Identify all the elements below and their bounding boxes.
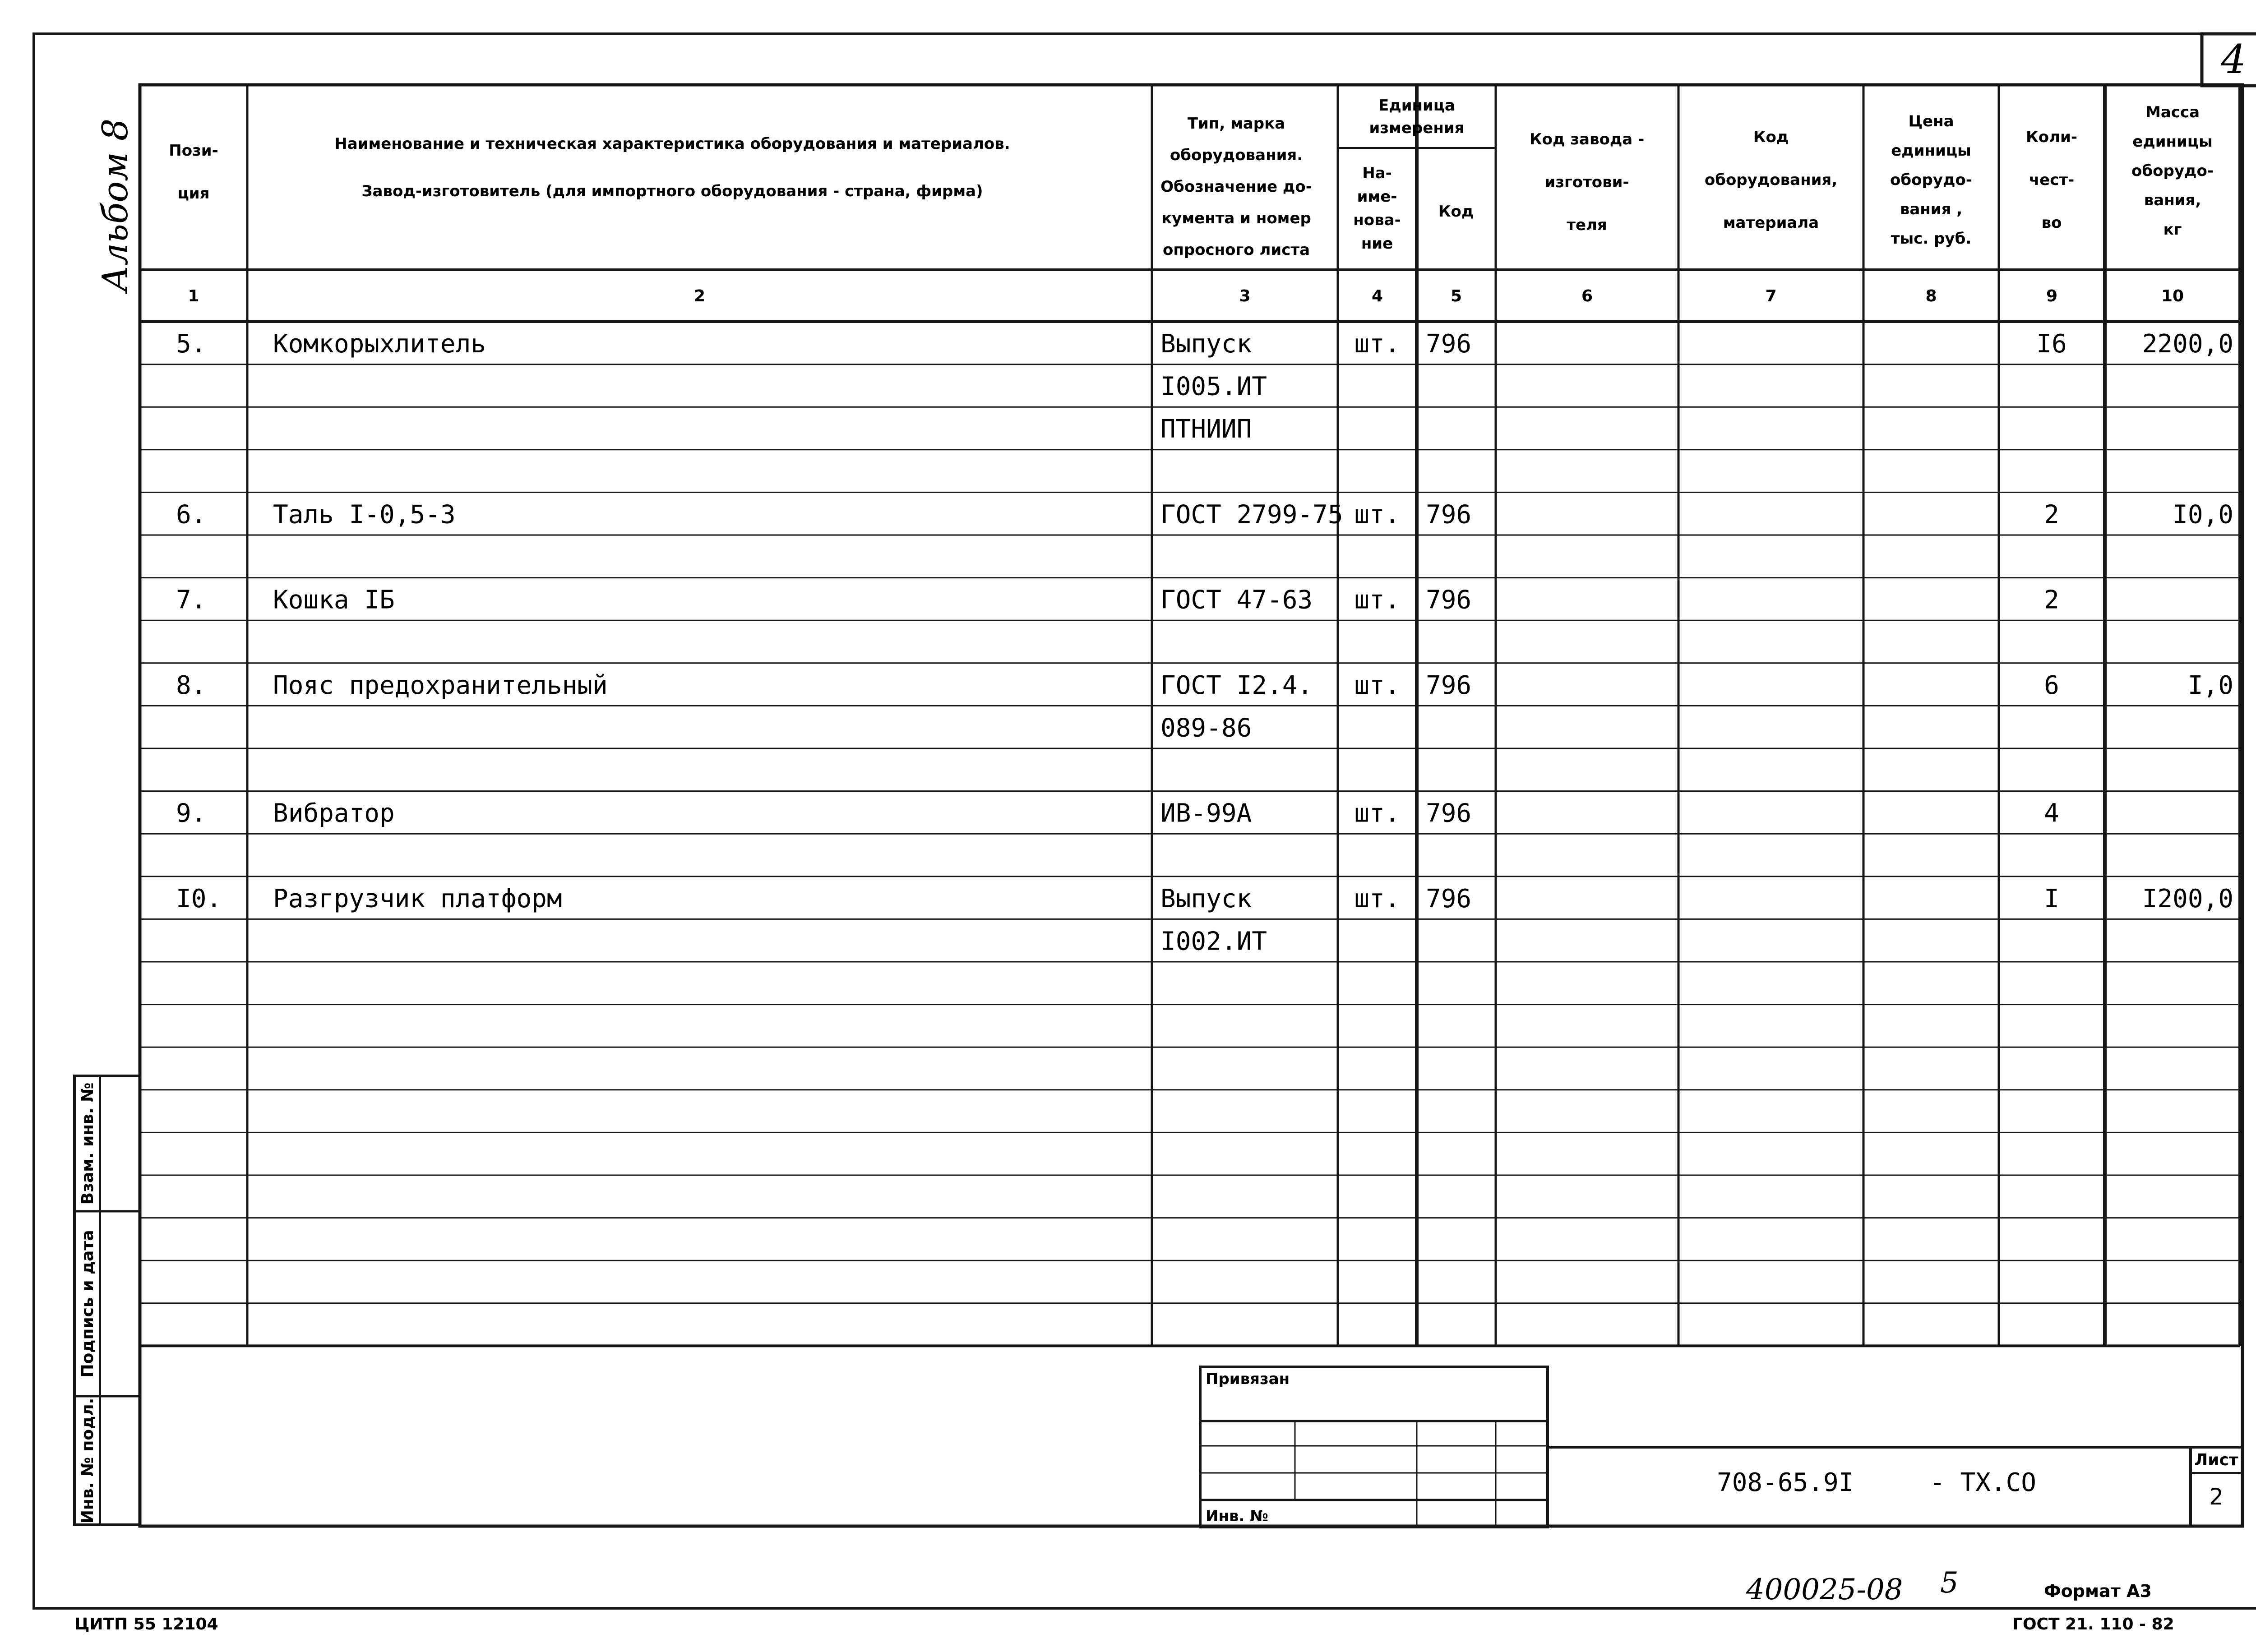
table-cell: шт. bbox=[1354, 329, 1400, 359]
header-price-line: вания , bbox=[1900, 200, 1963, 218]
table-cell: 796 bbox=[1426, 884, 1472, 914]
title-block bbox=[1200, 1367, 2242, 1527]
column-number: 3 bbox=[1239, 287, 1251, 305]
table-cell: I6 bbox=[2036, 329, 2067, 359]
table-cell: Пояс предохранительный bbox=[273, 670, 608, 700]
handwritten-archive-number: 400025-08 bbox=[1746, 1573, 1903, 1606]
table-cell: 796 bbox=[1426, 329, 1472, 359]
header-quantity-line: чест- bbox=[2029, 171, 2075, 189]
table-cell: 9. bbox=[176, 798, 207, 828]
table-cell: 089-86 bbox=[1160, 713, 1252, 743]
header-price-line: оборудо- bbox=[1890, 171, 1972, 189]
table-cell: I0. bbox=[176, 884, 222, 914]
table-cell: Таль I-0,5-3 bbox=[273, 500, 456, 530]
header-price-line: единицы bbox=[1891, 142, 1971, 160]
table-cell: шт. bbox=[1354, 798, 1400, 828]
table-row bbox=[176, 799, 2059, 828]
header-factory-code-line: Код завода - bbox=[1529, 130, 1645, 148]
table-row bbox=[176, 586, 2059, 615]
table-cell: 2 bbox=[2044, 585, 2059, 615]
column-number: 1 bbox=[188, 287, 199, 305]
table-cell: ПТНИИП bbox=[1160, 415, 1252, 444]
album-label: Альбом 8 bbox=[95, 118, 136, 292]
column-number: 4 bbox=[1371, 287, 1383, 305]
header-mass-line: кг bbox=[2163, 221, 2182, 239]
header-type-mark-line: кумента и номер bbox=[1161, 209, 1311, 227]
header-unit-code bbox=[1438, 203, 1474, 221]
header-unit-group-line: измерения bbox=[1369, 119, 1465, 137]
signature-date-stamp: Подпись и дата bbox=[79, 1230, 97, 1378]
header-price bbox=[1890, 112, 1972, 248]
table-cell: ГОСТ 2799-75 bbox=[1160, 500, 1343, 530]
header-position-line: Пози- bbox=[169, 142, 218, 160]
table-cell: I005.ИТ bbox=[1160, 372, 1267, 401]
header-name bbox=[334, 135, 1010, 200]
table-cell: 5. bbox=[176, 329, 207, 359]
header-factory-code-line: теля bbox=[1567, 216, 1607, 234]
table-cell: Выпуск bbox=[1160, 329, 1252, 359]
table-row bbox=[1160, 415, 1252, 444]
header-quantity bbox=[2026, 128, 2077, 232]
format-label: Формат А3 bbox=[2044, 1581, 2152, 1601]
header-price-line: тыс. руб. bbox=[1891, 230, 1972, 248]
table-row bbox=[1160, 927, 1267, 956]
sheet-label: Лист bbox=[2194, 1451, 2238, 1469]
column-number: 2 bbox=[693, 287, 706, 305]
replace-inv-stamp: Взам. инв. № bbox=[79, 1082, 97, 1205]
inv-no-label: Инв. № bbox=[1206, 1507, 1269, 1525]
table-cell: Кошка IБ bbox=[273, 585, 395, 615]
handwritten-page-number: 5 bbox=[1940, 1566, 1959, 1600]
column-number: 6 bbox=[1581, 287, 1593, 305]
header-mass-line: оборудо- bbox=[2131, 162, 2214, 180]
table-row bbox=[176, 329, 2233, 359]
table-cell: Разгрузчик платформ bbox=[273, 884, 562, 914]
header-equipment-code bbox=[1705, 128, 1837, 232]
table-cell: I002.ИТ bbox=[1160, 927, 1267, 956]
table-cell: Комкорыхлитель bbox=[273, 329, 486, 359]
table-cell: 796 bbox=[1426, 670, 1472, 700]
header-unit-name-line: ние bbox=[1361, 235, 1393, 253]
table-cell: 796 bbox=[1426, 798, 1472, 828]
gost-standard: ГОСТ 21. 110 - 82 bbox=[2012, 1615, 2174, 1634]
header-equipment-code-line: Код bbox=[1753, 128, 1789, 146]
table-cell: 796 bbox=[1426, 585, 1472, 615]
table-body bbox=[176, 329, 2233, 956]
header-type-mark-line: Тип, марка bbox=[1187, 115, 1285, 133]
column-number: 8 bbox=[1925, 287, 1937, 305]
header-position-line: ция bbox=[177, 185, 210, 203]
header-unit-name bbox=[1353, 164, 1401, 253]
header-type-mark-line: Обозначение до- bbox=[1160, 178, 1312, 196]
table-row bbox=[1160, 372, 1267, 401]
table-cell: 7. bbox=[176, 585, 207, 615]
column-number: 5 bbox=[1450, 287, 1462, 305]
document-designation: 708-65.9I - ТХ.СО bbox=[1717, 1468, 2037, 1497]
header-mass-line: Масса bbox=[2145, 103, 2200, 121]
table-cell: 796 bbox=[1426, 500, 1472, 530]
header-mass-line: единицы bbox=[2132, 133, 2213, 151]
header-position bbox=[169, 142, 218, 203]
table-cell: 8. bbox=[176, 670, 207, 700]
table-cell: 6 bbox=[2044, 670, 2059, 700]
table-cell: шт. bbox=[1354, 670, 1400, 700]
table-cell: шт. bbox=[1354, 585, 1400, 615]
sheet-corner-number: 4 bbox=[2221, 36, 2246, 83]
print-code: ЦИТП 55 12104 bbox=[74, 1615, 218, 1634]
table-cell: 6. bbox=[176, 500, 207, 530]
table-cell: Вибратор bbox=[273, 798, 395, 828]
table-cell: I bbox=[2044, 884, 2059, 914]
table-cell: 4 bbox=[2044, 798, 2059, 828]
header-mass bbox=[2131, 103, 2214, 239]
table-cell: 2 bbox=[2044, 500, 2059, 530]
privyazan-label: Привязан bbox=[1206, 1370, 1290, 1388]
header-name-line: Завод-изготовитель (для импортного оборудования - страна, фирма) bbox=[361, 182, 983, 200]
header-type-mark-line: опросного листа bbox=[1162, 241, 1310, 259]
header-factory-code-line: изготови- bbox=[1544, 173, 1629, 191]
table-cell: 2200,0 bbox=[2142, 329, 2233, 359]
table-cell: I,0 bbox=[2187, 670, 2233, 700]
header-equipment-code-line: материала bbox=[1723, 214, 1819, 232]
table-cell: ГОСТ I2.4. bbox=[1160, 670, 1313, 700]
header-mass-line: вания, bbox=[2144, 191, 2201, 209]
header-factory-code bbox=[1530, 130, 1644, 234]
table-cell: шт. bbox=[1354, 500, 1400, 530]
header-price-line: Цена bbox=[1908, 112, 1954, 130]
table-cell: ГОСТ 47-63 bbox=[1160, 585, 1313, 615]
table-cell: I200,0 bbox=[2142, 884, 2233, 914]
header-type-mark-line: оборудования. bbox=[1170, 146, 1303, 164]
table-row bbox=[1160, 713, 1252, 743]
table-cell: ИВ-99А bbox=[1160, 798, 1252, 828]
header-unit-name-line: име- bbox=[1357, 188, 1397, 206]
header-unit-group-line: Единица bbox=[1378, 97, 1455, 115]
original-inv-stamp: Инв. № подл. bbox=[79, 1398, 97, 1524]
table-cell: Выпуск bbox=[1160, 884, 1252, 914]
header-unit-name-line: нова- bbox=[1353, 211, 1401, 229]
column-number: 9 bbox=[2046, 287, 2058, 305]
table-header bbox=[169, 97, 2214, 305]
table-cell: I0,0 bbox=[2173, 500, 2233, 530]
column-number: 7 bbox=[1765, 287, 1777, 305]
column-number: 10 bbox=[2161, 287, 2184, 305]
table-row bbox=[176, 884, 2233, 914]
table-row bbox=[176, 500, 2233, 529]
header-equipment-code-line: оборудования, bbox=[1704, 171, 1838, 189]
header-quantity-line: во bbox=[2041, 214, 2062, 232]
header-name-line: Наименование и техническая характеристика оборудования и материалов. bbox=[334, 135, 1010, 153]
table-row bbox=[176, 671, 2233, 700]
header-type-mark bbox=[1160, 115, 1312, 259]
header-quantity-line: Коли- bbox=[2026, 128, 2077, 146]
table-cell: шт. bbox=[1354, 884, 1400, 914]
sheet-number: 2 bbox=[2209, 1484, 2224, 1510]
header-unit-name-line: На- bbox=[1362, 164, 1392, 182]
header-unit-code-line: Код bbox=[1438, 203, 1474, 221]
